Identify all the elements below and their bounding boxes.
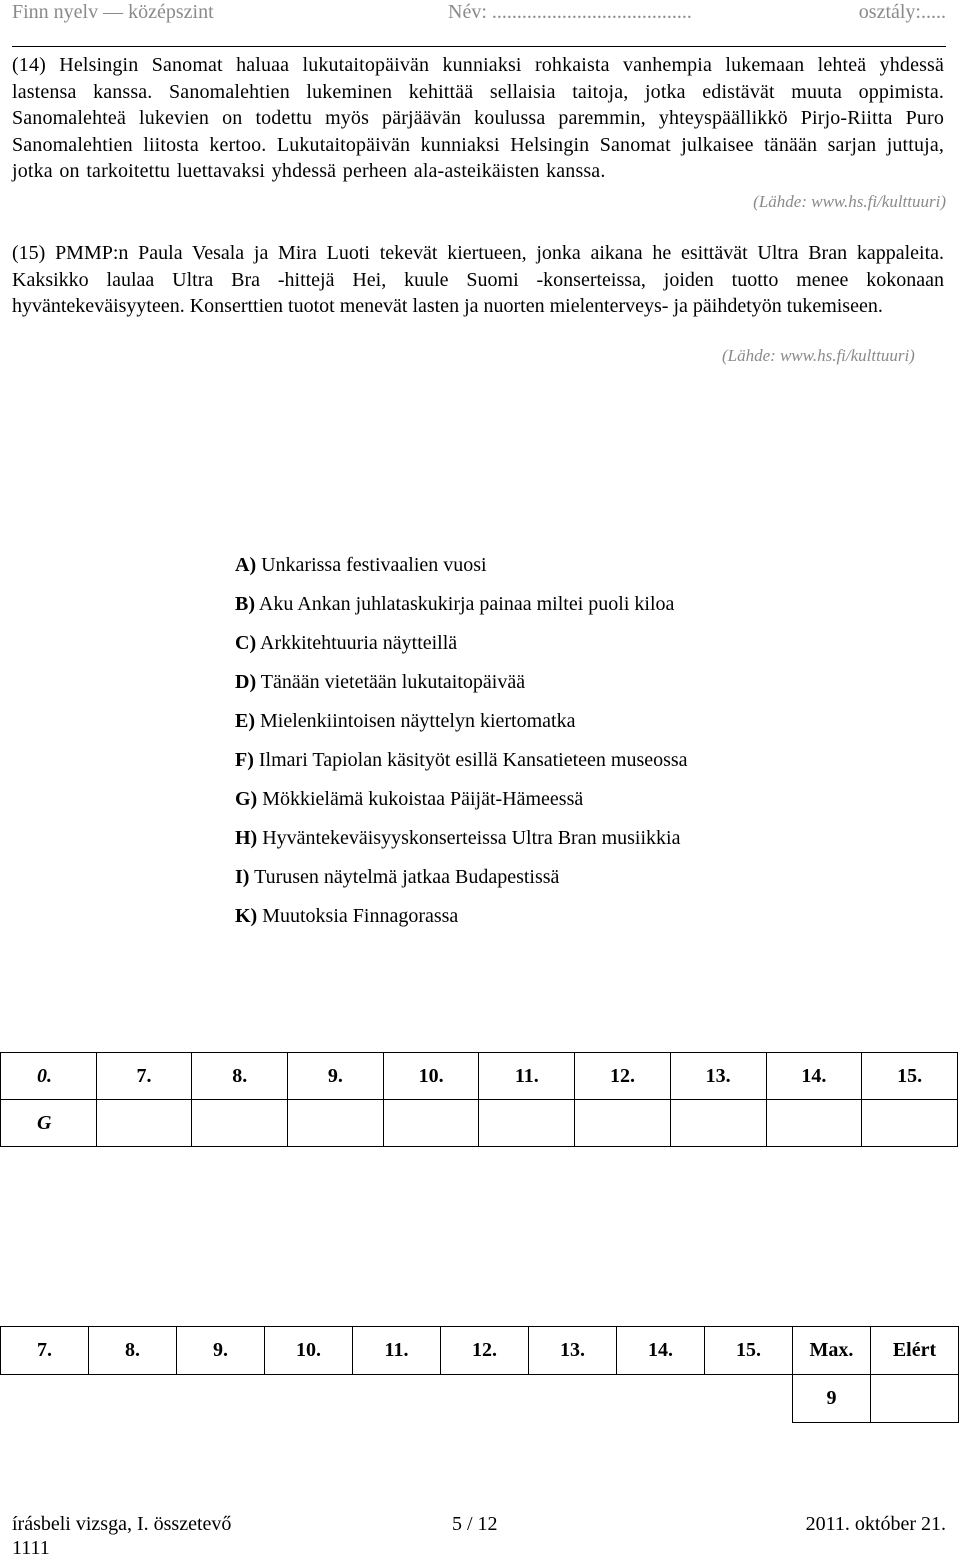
option-k <box>235 903 688 942</box>
option-a <box>235 552 688 591</box>
option-text: Mökkielämä kukoistaa Päijät-Hämeessä <box>262 788 584 810</box>
option-text: Hyväntekeväisyyskonserteissa Ultra Bran musiikkia <box>262 827 681 849</box>
answer-cell[interactable] <box>862 1100 958 1147</box>
text-14-number: (14) <box>12 54 46 76</box>
option-text: Muutoksia Finnagorassa <box>262 905 459 927</box>
option-c <box>235 630 688 669</box>
header-subject: Finn nyelv — középszint <box>12 1 214 23</box>
answer-cell[interactable] <box>766 1100 862 1147</box>
text-15-body: PMMP:n Paula Vesala ja Mira Luoti tekevät kiertueen, jonka aikana he esittävät Ultra Bran kappaleita. Kaksikko laulaa Ultra Bra -hittejä Hei, kuule Suomi -konserteissa, joiden tuotto menee kokonaan hyväntekeväisyyteen. Konserttien tuotot menevät lasten ja nuorten mielenterveys- ja päihdetyön tukemiseen. <box>12 242 945 318</box>
option-f <box>235 747 688 786</box>
text-14 <box>12 52 944 185</box>
answer-header-cell: 13. <box>670 1053 766 1100</box>
score-table-header-row <box>1 1327 959 1375</box>
option-h <box>235 825 688 864</box>
answer-cell[interactable] <box>479 1100 575 1147</box>
text-15-source: (Lähde: www.hs.fi/kulttuuri) <box>722 346 915 365</box>
answer-header-cell: 15. <box>862 1053 958 1100</box>
option-text: Aku Ankan juhlataskukirja painaa miltei puoli kiloa <box>258 593 675 615</box>
answer-cell[interactable] <box>383 1100 479 1147</box>
answer-header-cell: 7. <box>96 1053 192 1100</box>
option-text: Unkarissa festivaalien vuosi <box>261 554 487 576</box>
score-header-cell: 9. <box>177 1327 265 1375</box>
score-header-cell: 12. <box>441 1327 529 1375</box>
option-text: Ilmari Tapiolan käsityöt esillä Kansatieteen museossa <box>258 749 688 771</box>
option-g <box>235 786 688 825</box>
option-letter: D) <box>235 671 257 693</box>
answer-table-header-row <box>1 1053 958 1100</box>
header-rule <box>12 46 946 47</box>
footer-code: 1111 <box>12 1537 50 1559</box>
score-header-cell: 10. <box>265 1327 353 1375</box>
heading-options-list <box>235 552 688 942</box>
option-b <box>235 591 688 630</box>
footer-date: 2011. október 21. <box>805 1513 946 1535</box>
score-cell <box>705 1375 793 1423</box>
option-d <box>235 669 688 708</box>
text-14-source: (Lähde: www.hs.fi/kulttuuri) <box>753 192 946 211</box>
score-cell <box>617 1375 705 1423</box>
text-14-body: Helsingin Sanomat haluaa lukutaitopäivän kunniaksi rohkaista vanhempia lukemaan lehteä yhdessä lastensa kanssa. Sanomalehtien lukeminen kehittää sellaisia taitoja, jotka edistävät muuta oppimista. Sanomalehteä lukevien on todettu myös pärjäävän koulussa paremmin, yhteyspäällikkö Pirjo-Riitta Puro Sanomalehtien liitosta kertoo. Lukutaitopäivän kunniaksi Helsingin Sanomat julkaisee tänään sarjan juttuja, jotka on tarkoitettu luettavaksi yhdessä perheen ala-asteikäisten kanssa. <box>12 54 944 183</box>
answer-cell[interactable] <box>192 1100 288 1147</box>
score-table <box>0 1326 959 1423</box>
answer-table-answer-row <box>1 1100 958 1147</box>
answer-header-cell: 10. <box>383 1053 479 1100</box>
answer-header-cell: 11. <box>479 1053 575 1100</box>
score-cell <box>177 1375 265 1423</box>
answer-header-cell: 12. <box>575 1053 671 1100</box>
score-header-cell: 8. <box>89 1327 177 1375</box>
score-header-cell: 13. <box>529 1327 617 1375</box>
answer-cell[interactable] <box>96 1100 192 1147</box>
option-letter: H) <box>235 827 258 849</box>
score-achieved-value[interactable] <box>871 1375 959 1423</box>
score-header-cell: 11. <box>353 1327 441 1375</box>
option-letter: F) <box>235 749 254 771</box>
option-text: Arkkitehtuuria näytteillä <box>260 632 458 654</box>
answer-table <box>0 1052 958 1147</box>
score-header-cell: 14. <box>617 1327 705 1375</box>
answer-cell[interactable] <box>670 1100 766 1147</box>
answer-header-cell: 9. <box>288 1053 384 1100</box>
score-header-cell: 7. <box>1 1327 89 1375</box>
option-letter: E) <box>235 710 255 732</box>
score-cell <box>529 1375 617 1423</box>
option-letter: A) <box>235 554 257 576</box>
option-text: Tänään vietetään lukutaitopäivää <box>260 671 526 693</box>
score-cell <box>265 1375 353 1423</box>
option-text: Mielenkiintoisen näyttelyn kiertomatka <box>260 710 576 732</box>
option-letter: B) <box>235 593 255 615</box>
score-header-cell: 15. <box>705 1327 793 1375</box>
footer-exam-label: írásbeli vizsga, I. összetevő <box>12 1513 232 1535</box>
header-name-field: Név: ........................................ <box>448 1 692 23</box>
option-letter: I) <box>235 866 250 888</box>
option-letter: K) <box>235 905 258 927</box>
score-cell <box>89 1375 177 1423</box>
answer-cell: G <box>1 1100 97 1147</box>
answer-cell[interactable] <box>575 1100 671 1147</box>
answer-header-cell: 0. <box>1 1053 97 1100</box>
answer-header-cell: 14. <box>766 1053 862 1100</box>
header-class-field: osztály:..... <box>858 1 946 23</box>
page-header <box>12 0 946 46</box>
option-letter: C) <box>235 632 257 654</box>
option-i <box>235 864 688 903</box>
score-max-value: 9 <box>793 1375 871 1423</box>
score-cell <box>1 1375 89 1423</box>
text-15 <box>12 240 944 320</box>
score-max-header: Max. <box>793 1327 871 1375</box>
answer-header-cell: 8. <box>192 1053 288 1100</box>
score-cell <box>441 1375 529 1423</box>
text-15-number: (15) <box>12 242 46 264</box>
footer-page-number: 5 / 12 <box>452 1513 498 1535</box>
score-table-value-row <box>1 1375 959 1423</box>
option-letter: G) <box>235 788 258 810</box>
option-text: Turusen näytelmä jatkaa Budapestissä <box>254 866 560 888</box>
answer-cell[interactable] <box>288 1100 384 1147</box>
option-e <box>235 708 688 747</box>
score-cell <box>353 1375 441 1423</box>
score-achieved-header: Elért <box>871 1327 959 1375</box>
